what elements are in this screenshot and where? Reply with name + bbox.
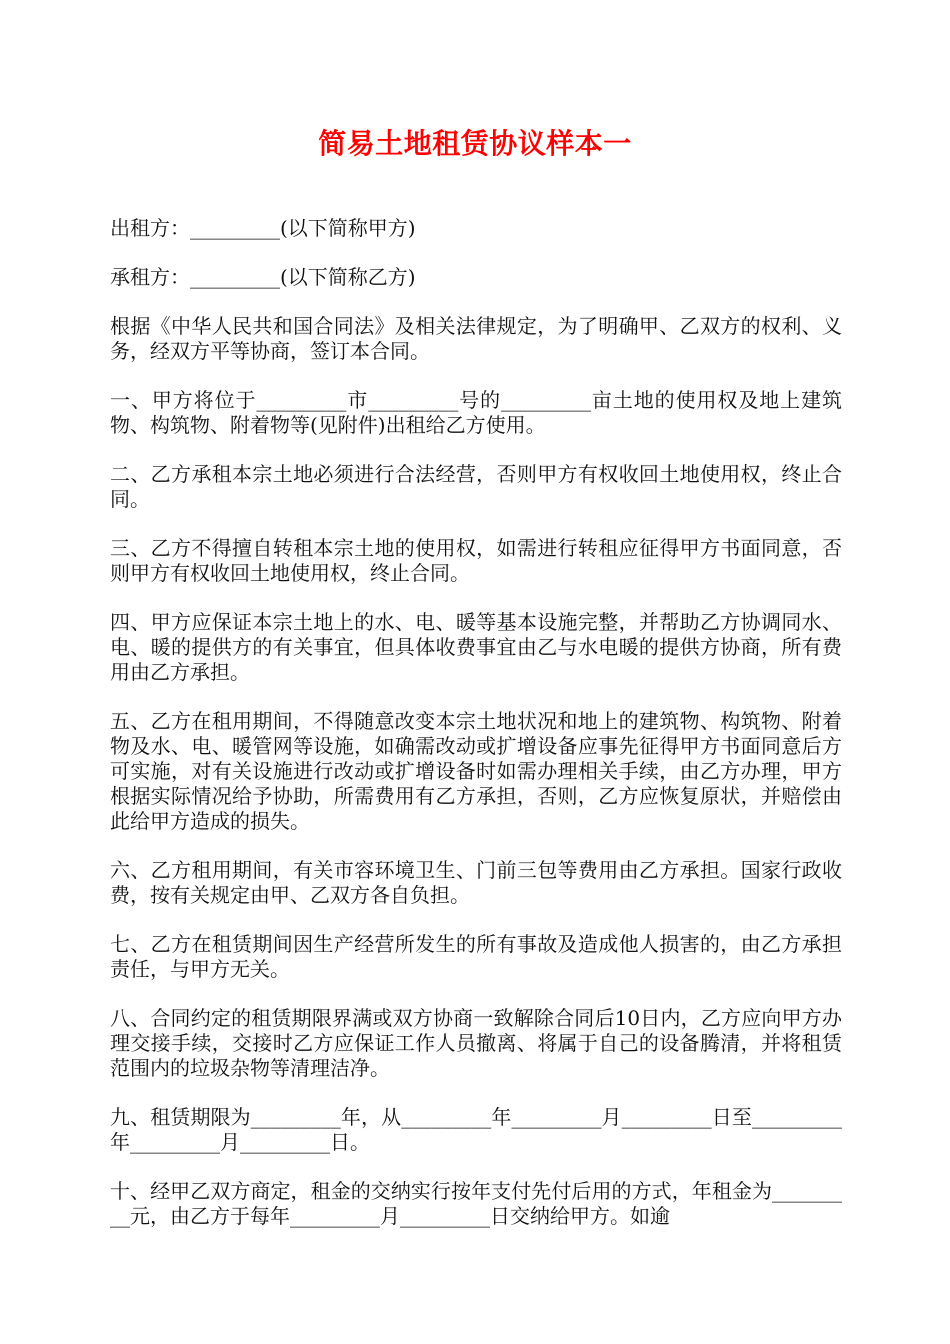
clause-6: 六、乙方租用期间，有关市容环境卫生、门前三包等费用由乙方承担。国家行政收费，按有关规定由甲、乙双方各自负担。 (110, 858, 842, 907)
document-title: 简易土地租赁协议样本一 (318, 127, 632, 160)
clause-2: 二、乙方承租本宗土地必须进行合法经营，否则甲方有权收回土地使用权，终止合同。 (110, 462, 842, 511)
clause-5: 五、乙方在租用期间，不得随意改变本宗土地状况和地上的建筑物、构筑物、附着物及水、电、暖管网等设施，如确需改动或扩增设备应事先征得甲方书面同意后方可实施，对有关设施进行改动或扩增设备时如需办理相关手续，由乙方办理，甲方根据实际情况给予协助，所需费用有乙方承担，否则，乙方应恢复原状，并赔偿由此给甲方造成的损失。 (110, 709, 842, 833)
clause-1: 一、甲方将位于_________市_________号的_________亩土地的使用权及地上建筑物、构筑物、附着物等(见附件)出租给乙方使用。 (110, 388, 842, 437)
clause-10: 十、经甲乙双方商定，租金的交纳实行按年支付先付后用的方式，年租金为_________元，由乙方于每年_________月_________日交纳给甲方。如逾 (110, 1179, 842, 1228)
clause-7: 七、乙方在租赁期间因生产经营所发生的所有事故及造成他人损害的，由乙方承担责任，与甲方无关。 (110, 932, 842, 981)
preamble-paragraph: 根据《中华人民共和国合同法》及相关法律规定，为了明确甲、乙双方的权利、义务，经双方平等协商，签订本合同。 (110, 314, 842, 363)
lessor-line: 出租方：_________(以下简称甲方) (110, 216, 416, 240)
document-body (110, 216, 842, 1253)
clause-4: 四、甲方应保证本宗土地上的水、电、暖等基本设施完整，并帮助乙方协调同水、电、暖的提供方的有关事宜，但具体收费事宜由乙与水电暖的提供方协商，所有费用由乙方承担。 (110, 610, 842, 684)
clause-8: 八、合同约定的租赁期限界满或双方协商一致解除合同后10日内，乙方应向甲方办理交接手续，交接时乙方应保证工作人员撤离、将属于自己的设备腾清，并将租赁范围内的垃圾杂物等清理洁净。 (110, 1006, 842, 1080)
lessee-line: 承租方：_________(以下简称乙方) (110, 265, 416, 289)
clause-3: 三、乙方不得擅自转租本宗土地的使用权，如需进行转租应征得甲方书面同意，否则甲方有权收回土地使用权，终止合同。 (110, 536, 842, 585)
clause-9: 九、租赁期限为_________年，从_________年_________月_________日至_________年_________月_________日。 (110, 1105, 842, 1154)
